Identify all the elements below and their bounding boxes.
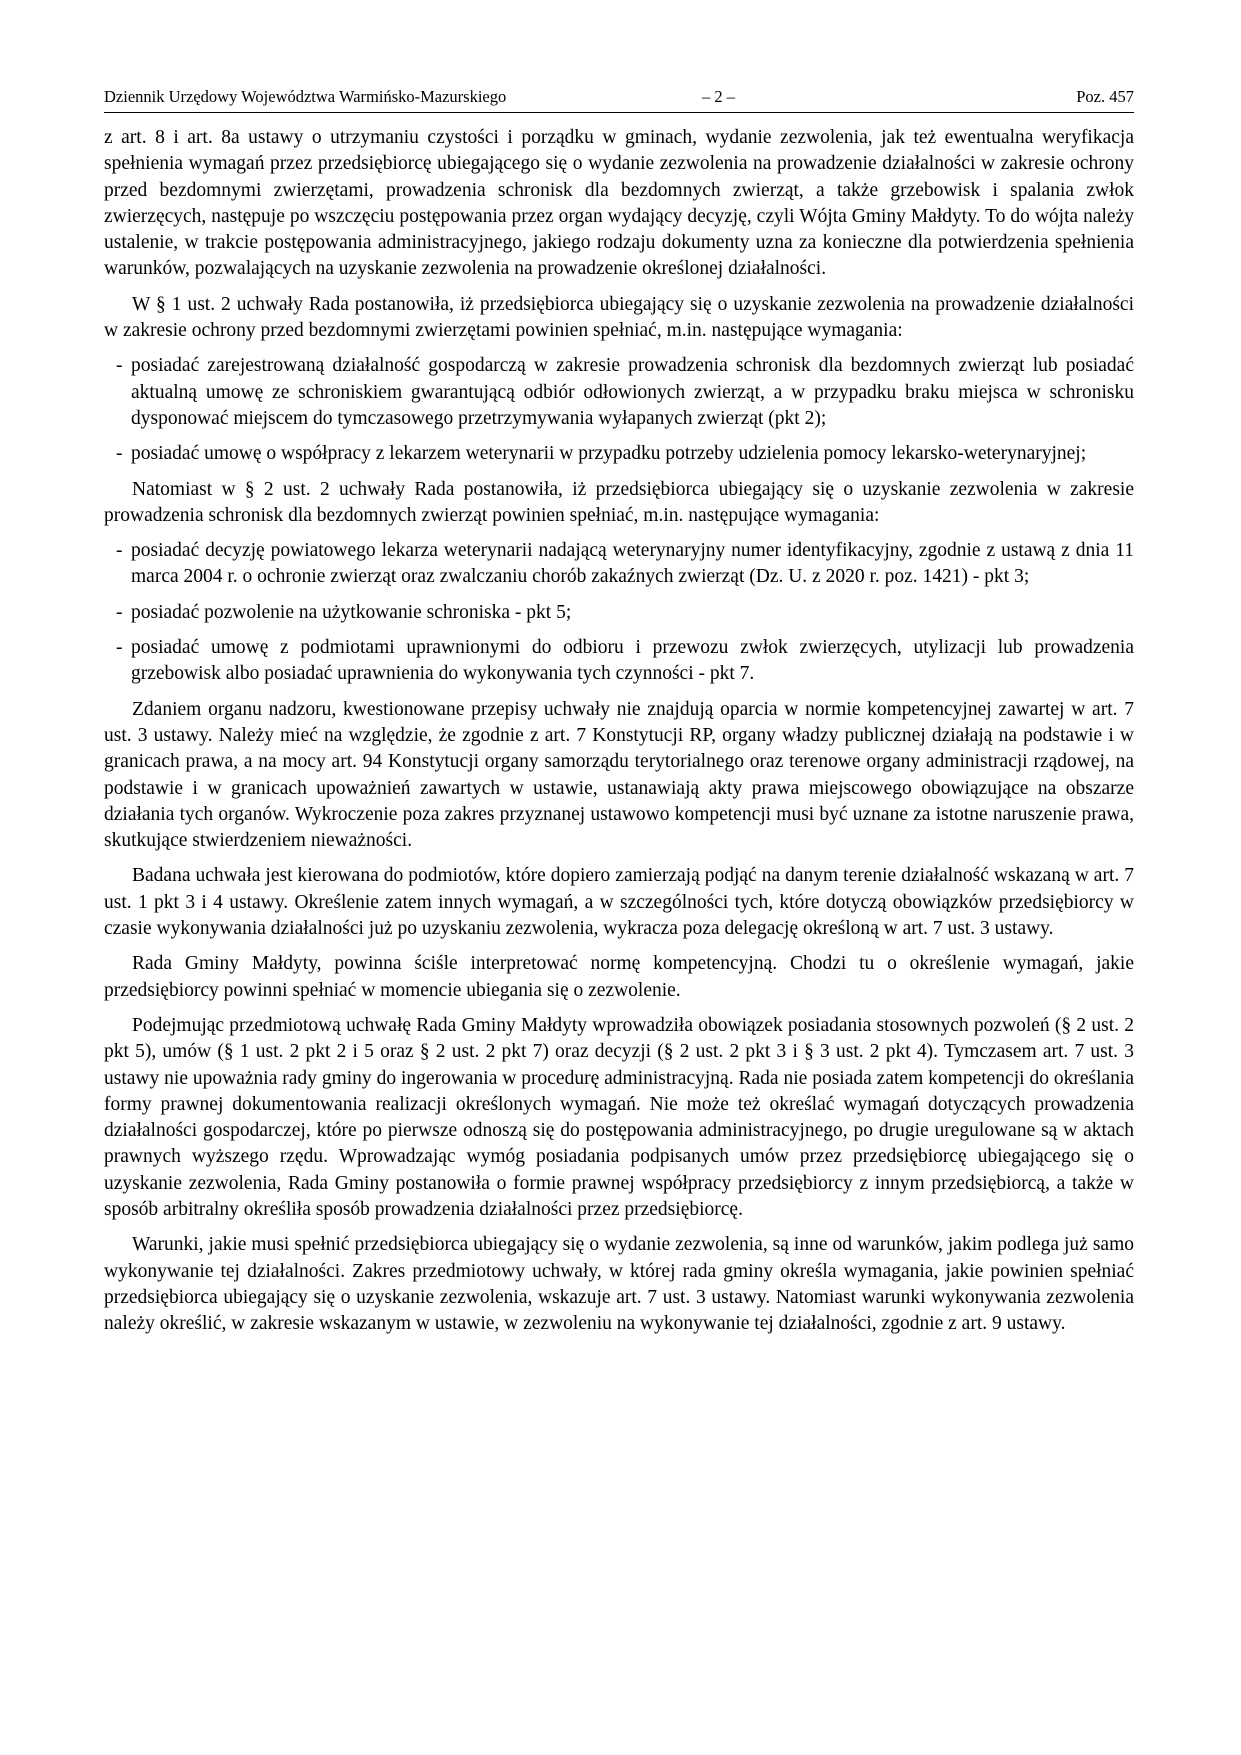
page-number: – 2 – (702, 87, 735, 106)
paragraph-6: Rada Gminy Małdyty, powinna ściśle interpretować normę kompetencyjną. Chodzi tu o określenie wymagań, jakie przedsiębiorcy powinni spełniać w momencie ubiegania się o zezwolenie. (104, 953, 1134, 1001)
list-item (104, 441, 1134, 467)
list-item (104, 538, 1134, 591)
paragraph-8: Warunki, jakie musi spełnić przedsiębiorca ubiegający się o wydanie zezwolenia, są inne od warunków, jakim podlega już samo wykonywanie tej działalności. Zakres przedmiotowy uchwały, w której rada gminy określa wymagania, jakie powinien spełniać przedsiębiorca ubiegający się o uzyskanie zezwolenia, wskazuje art. 7 ust. 3 ustawy. Natomiast warunki wykonywania zezwolenia należy określić, w zakresie wskazanym w ustawie, w zezwoleniu na wykonywanie tej działalności, zgodnie z art. 9 ustawy. (104, 1234, 1134, 1335)
list-item (104, 600, 1134, 626)
list-dash: - (116, 540, 123, 562)
list-item (104, 635, 1134, 688)
list-item-text: posiadać umowę z podmiotami uprawnionymi do odbioru i przewozu zwłok zwierzęcych, utylizacji lub prowadzenia grzebowisk albo posiadać uprawnienia do wykonywania tych czynności - pkt 7. (131, 637, 1134, 685)
position-number: Poz. 457 (1076, 87, 1134, 106)
paragraph-1: z art. 8 i art. 8a ustawy o utrzymaniu czystości i porządku w gminach, wydanie zezwolenia, jak też ewentualna weryfikacja spełnienia wymagań przez przedsiębiorcę ubiegającego się o wydanie zezwolenia na prowadzenie działalności w zakresie ochrony przed bezdomnymi zwierzętami, prowadzenia schronisk dla bezdomnych zwierząt, a także grzebowisk i spalania zwłok zwierzęcych, następuje po wszczęciu postępowania przez organ wydający decyzję, czyli Wójta Gminy Małdyty. To do wójta należy ustalenie, w trakcie postępowania administracyjnego, jakiego rodzaju dokumenty uzna za konieczne dla potwierdzenia spełnienia warunków, pozwalających na uzyskanie zezwolenia na prowadzenie określonej działalności. (104, 127, 1134, 280)
document-body (104, 125, 1134, 1346)
paragraph-5: Badana uchwała jest kierowana do podmiotów, które dopiero zamierzają podjąć na danym terenie działalność wskazaną w art. 7 ust. 1 pkt 3 i 4 ustawy. Określenie zatem innych wymagań, a w szczególności tych, które dotyczą obowiązków przedsiębiorcy w czasie wykonywania działalności już po uzyskaniu zezwolenia, wykracza poza delegację określoną w art. 7 ust. 3 ustawy. (104, 865, 1134, 940)
page-header (104, 82, 1134, 113)
list-item (104, 353, 1134, 432)
requirements-list-1 (104, 353, 1134, 467)
list-item-text: posiadać decyzję powiatowego lekarza weterynarii nadającą weterynaryjny numer identyfikacyjny, zgodnie z ustawą z dnia 11 marca 2004 r. o ochronie zwierząt oraz zwalczaniu chorób zakaźnych zwierząt (Dz. U. z 2020 r. poz. 1421) - pkt 3; (131, 540, 1134, 588)
paragraph-2: W § 1 ust. 2 uchwały Rada postanowiła, iż przedsiębiorca ubiegający się o uzyskanie zezwolenia na prowadzenie działalności w zakresie ochrony przed bezdomnymi zwierzętami powinien spełniać, m.in. następujące wymagania: (104, 293, 1134, 342)
list-dash: - (116, 443, 123, 465)
list-dash: - (116, 355, 123, 377)
list-item-text: posiadać zarejestrowaną działalność gospodarczą w zakresie prowadzenia schronisk dla bezdomnych zwierząt lub posiadać aktualną umowę ze schroniskiem gwarantującą odbiór odłowionych zwierząt, a w przypadku braku miejsca w schronisku dysponować miejscem do tymczasowego przetrzymywania wyłapanych zwierząt (pkt 2); (131, 355, 1134, 429)
list-dash: - (116, 601, 123, 623)
journal-title: Dziennik Urzędowy Województwa Warmińsko-Mazurskiego (104, 87, 507, 106)
list-item-text: posiadać umowę o współpracy z lekarzem weterynarii w przypadku potrzeby udzielenia pomocy lekarsko-weterynaryjnej; (131, 443, 1087, 465)
paragraph-7: Podejmując przedmiotową uchwałę Rada Gminy Małdyty wprowadziła obowiązek posiadania stosownych pozwoleń (§ 2 ust. 2 pkt 5), umów (§ 1 ust. 2 pkt 2 i 5 oraz § 2 ust. 2 pkt 7) oraz decyzji (§ 2 ust. 2 pkt 3 i § 3 ust. 2 pkt 4). Tymczasem art. 7 ust. 3 ustawy nie upoważnia rady gminy do ingerowania w procedurę administracyjną. Rada nie posiada zatem kompetencji do określania formy prawnej dokumentowania realizacji określonych wymagań. Nie może też określać wymagań dotyczących prowadzenia działalności gospodarczej, które po pierwsze odnoszą się do postępowania administracyjnego, po drugie uregulowane są w aktach prawnych wyższego rzędu. Wprowadzając wymóg posiadania podpisanych umów przez przedsiębiorcę ubiegającego się o uzyskanie zezwolenia, Rada Gminy postanowiła o formie prawnej współpracy przedsiębiorcy z innym przedsiębiorcą, a także w sposób arbitralny określiła sposób prowadzenia działalności przez przedsiębiorcę. (104, 1014, 1134, 1220)
requirements-list-2 (104, 538, 1134, 687)
list-item-text: posiadać pozwolenie na użytkowanie schroniska - pkt 5; (131, 601, 572, 623)
paragraph-3: Natomiast w § 2 ust. 2 uchwały Rada postanowiła, iż przedsiębiorca ubiegający się o uzyskanie zezwolenia w zakresie prowadzenia schronisk dla bezdomnych zwierząt powinien spełniać, m.in. następujące wymagania: (104, 478, 1134, 526)
list-dash: - (116, 637, 123, 659)
paragraph-4: Zdaniem organu nadzoru, kwestionowane przepisy uchwały nie znajdują oparcia w normie kompetencyjnej zawartej w art. 7 ust. 3 ustawy. Należy mieć na względzie, że zgodnie z art. 7 Konstytucji RP, organy władzy publicznej działają na podstawie i w granicach prawa, a na mocy art. 94 Konstytucji organy samorządu terytorialnego oraz terenowe organy administracji rządowej, na podstawie i w granicach upoważnień zawartych w ustawie, ustanawiają akty prawa miejscowego obowiązujące na obszarze działania tych organów. Wykroczenie poza zakres przyznanej ustawowo kompetencji musi być uznane za istotne naruszenie prawa, skutkujące stwierdzeniem nieważności. (104, 698, 1134, 852)
